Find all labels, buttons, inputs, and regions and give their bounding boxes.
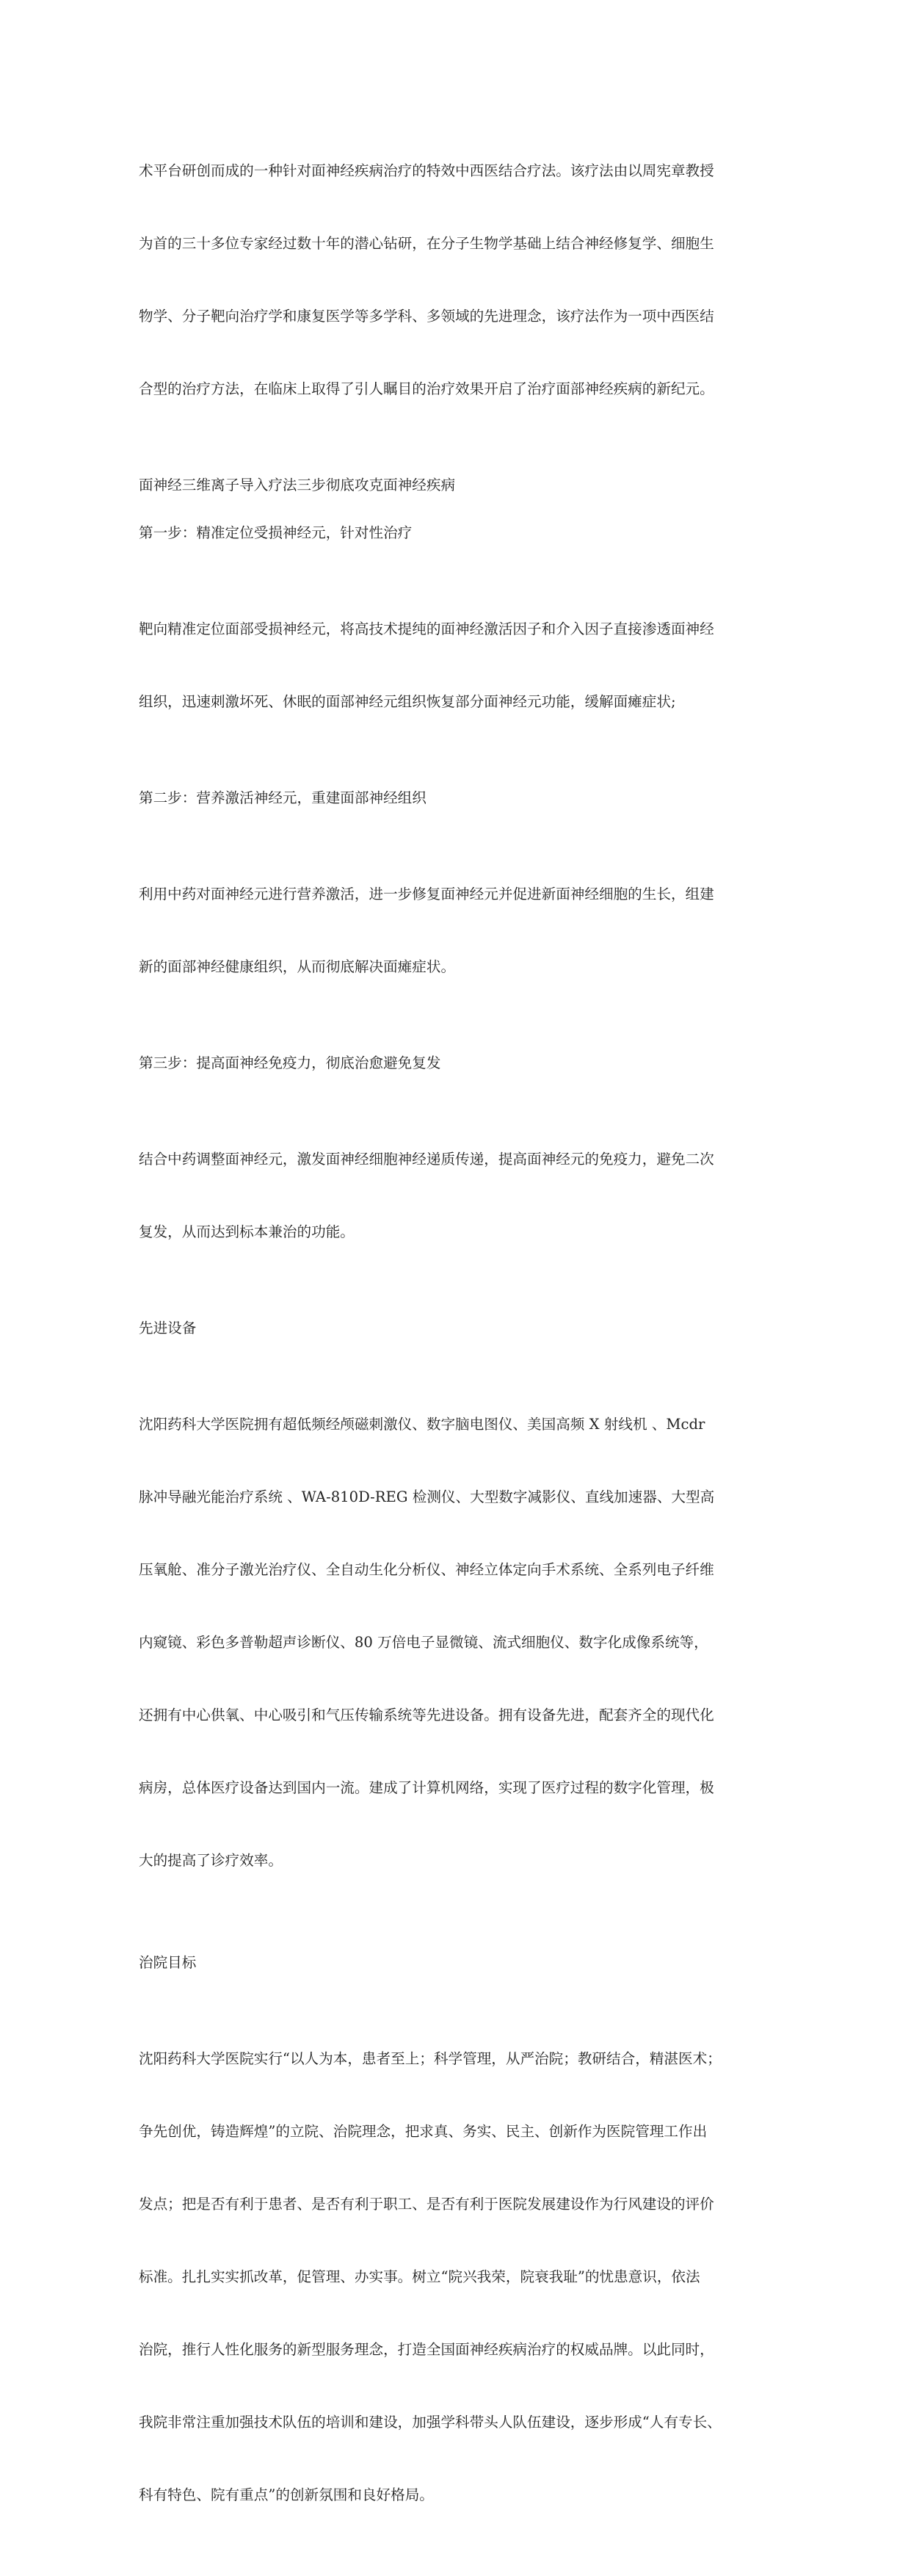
text-line: 物学、分子靶向治疗学和康复医学等多学科、多领域的先进理念，该疗法作为一项中西医结	[139, 308, 714, 325]
step1-title: 第一步：精准定位受损神经元，针对性治疗	[139, 524, 413, 541]
text-line: 利用中药对面神经元进行营养激活，进一步修复面神经元并促进新面神经细胞的生长，组建	[139, 886, 714, 902]
text-line: 科有特色、院有重点”的创新氛围和良好格局。	[139, 2486, 434, 2503]
equipment-title: 先进设备	[139, 1320, 197, 1336]
text-line: 标准。扎扎实实抓改革，促管理、办实事。树立“院兴我荣，院衰我耻”的忧患意识，依法	[139, 2268, 700, 2285]
document-body	[139, 110, 777, 2576]
text-line: 合型的治疗方法，在临床上取得了引人瞩目的治疗效果开启了治疗面部神经疾病的新纪元。	[139, 380, 714, 397]
step3-paragraph	[139, 1099, 777, 1292]
text-line: 复发，从而达到标本兼治的功能。	[139, 1223, 355, 1240]
step3-title: 第三步：提高面神经免疫力，彻底治愈避免复发	[139, 1054, 441, 1071]
step1-paragraph	[139, 568, 777, 762]
text-line: 治院，推行人性化服务的新型服务理念，打造全国面神经疾病治疗的权威品牌。以此同时，	[139, 2341, 714, 2358]
text-line: 沈阳药科大学医院拥有超低频经颅磁刺激仪、数字脑电图仪、美国高频 X 射线机 、Mcdr	[139, 1416, 705, 1433]
text-line: 组织，迅速刺激坏死、休眠的面部神经元组织恢复部分面神经元功能，缓解面瘫症状;	[139, 693, 676, 710]
text-line: 大的提高了诊疗效率。	[139, 1852, 283, 1869]
text-line: 靶向精准定位面部受损神经元，将高技术提纯的面神经激活因子和介入因子直接渗透面神经	[139, 621, 714, 637]
text-line: 沈阳药科大学医院实行“以人为本，患者至上；科学管理，从严治院；教研结合，精湛医术；	[139, 2050, 722, 2067]
text-line: 新的面部神经健康组织，从而彻底解决面瘫症状。	[139, 958, 456, 975]
method-title: 面神经三维离子导入疗法三步彻底攻克面神经疾病	[139, 477, 456, 493]
equipment-paragraph	[139, 1364, 777, 1921]
goals-title: 治院目标	[139, 1954, 197, 1971]
text-line: 脉冲导融光能治疗系统 、WA-810D-REG 检测仪、大型数字减影仪、直线加速器、大型高	[139, 1488, 715, 1505]
text-line: 压氧舱、准分子激光治疗仪、全自动生化分析仪、神经立体定向手术系统、全系列电子纤维	[139, 1561, 714, 1578]
text-line: 我院非常注重加强技术队伍的培训和建设，加强学科带头人队伍建设，逐步形成“人有专长、	[139, 2414, 722, 2431]
text-line: 病房，总体医疗设备达到国内一流。建成了计算机网络，实现了医疗过程的数字化管理，极	[139, 1779, 714, 1796]
step2-paragraph	[139, 833, 777, 1027]
text-line: 发点；把是否有利于患者、是否有利于职工、是否有利于医院发展建设作为行风建设的评价	[139, 2196, 714, 2213]
text-line: 结合中药调整面神经元，激发面神经细胞神经递质传递，提高面神经元的免疫力，避免二次	[139, 1151, 714, 1168]
step2-title: 第二步：营养激活神经元，重建面部神经组织	[139, 789, 427, 806]
text-line: 术平台研创而成的一种针对面神经疾病治疗的特效中西医结合疗法。该疗法由以周宪章教授	[139, 162, 714, 179]
text-line: 争先创优，铸造辉煌”的立院、治院理念，把求真、务实、民主、创新作为医院管理工作出	[139, 2123, 708, 2140]
text-line: 内窥镜、彩色多普勒超声诊断仪、80 万倍电子显微镜、流式细胞仪、数字化成像系统等，	[139, 1634, 708, 1651]
goals-paragraph	[139, 1998, 777, 2555]
text-line: 为首的三十多位专家经过数十年的潜心钻研，在分子生物学基础上结合神经修复学、细胞生	[139, 235, 714, 252]
intro-paragraph	[139, 110, 777, 449]
text-line: 还拥有中心供氧、中心吸引和气压传输系统等先进设备。拥有设备先进，配套齐全的现代化	[139, 1707, 714, 1723]
